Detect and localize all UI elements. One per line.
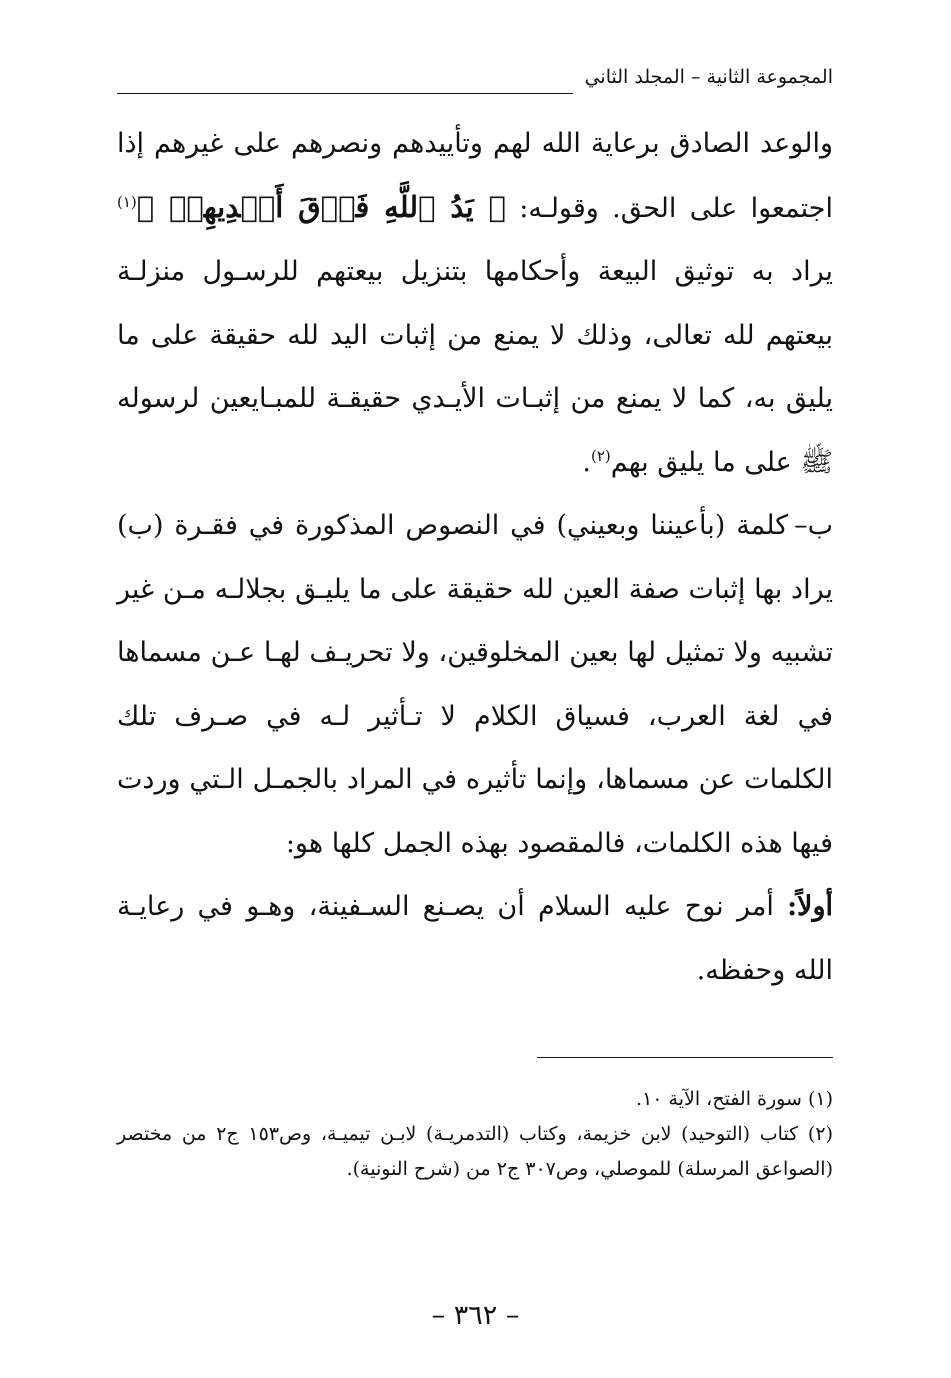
point-first-label: أولاً: [787,891,833,922]
page-number: – ٣٦٢ – [431,1300,520,1331]
paragraph-1 [117,112,833,494]
footnotes [117,1082,833,1187]
paragraph-1-text-a: والوعد الصادق برعاية الله لهم وتأييدهم ونصرهم على غيرهم إذا اجتمعوا على الحق. وقولـه: [117,128,833,224]
paragraph-1-text-b: يراد به توثيق البيعة وأحكامها بتنزيل بيعتهم للرسـول منزلـة بيعتهم لله تعالى، وذلك لا يمنع من إثبات اليد لله حقيقة على ما يليق به، كما لا يمنع من إثبـات الأيـدي حقيقـة للمبـايعين لرسوله ﷺ على ما يليق بهم [117,256,833,478]
quran-verse: ﴿ يَدُ ٱللَّهِ فَوۡقَ أَيۡدِيهِمۡ ﴾ [136,189,506,224]
paragraph-1-end: . [582,446,591,478]
footnote-2: (٢) كتاب (التوحيد) لابن خزيمة، وكتاب (التدمريـة) لابـن تيميـة، وص١٥٣ ج٢ من مختصر (الصواعق المرسلة) للموصلي، وص٣٠٧ ج٢ من (شرح النونية). [117,1123,833,1180]
footnote-ref-1: (١) [117,192,137,211]
header-rule [117,93,573,94]
footnote-rule [537,1057,833,1058]
footnote-ref-2: (٢) [590,446,611,465]
item-marker-b: ب– [794,510,833,541]
paragraph-2-text: كلمة (بأعيننا وبعيني) في النصوص المذكورة في فقـرة (ب) يراد بها إثبات صفة العين لله حقيقة على ما يليـق بجلالـه مـن غير تشبيه ولا تمثيل لها بعين المخلوقين، ولا تحريـف لهـا عـن مسماها في لغة العرب، فسياق الكلام لا تـأثير لـه في صـرف تلك الكلمات عن مسماها، وإنما تأثيره في المراد بالجمـل الـتي وردت فيها هذه الكلمات، فالمقصود بهذه الجمل كلها هو: [117,510,833,859]
paragraph-3 [117,875,833,1002]
paragraph-3-text: أمر نوح عليه السلام أن يصـنع السـفينة، وهـو في رعايـة الله وحفظه. [117,891,833,986]
running-header [117,58,833,98]
main-text [117,112,833,1002]
footnote-1: (١) سورة الفتح، الآية ١٠. [636,1088,833,1110]
header-title: المجموعة الثانية – المجلد الثاني [584,66,833,88]
paragraph-2 [117,494,833,875]
